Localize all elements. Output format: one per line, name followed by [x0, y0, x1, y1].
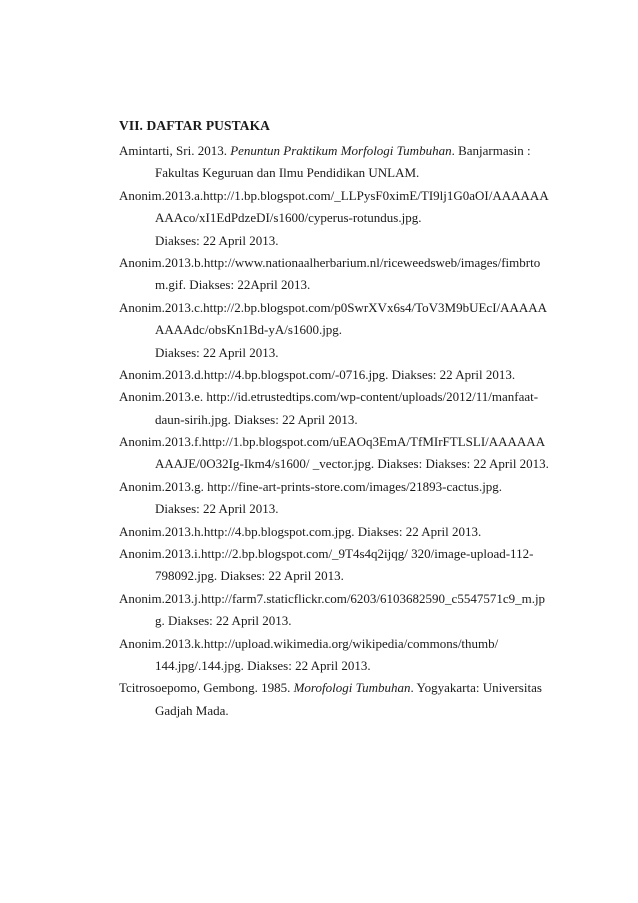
reference-first-line	[119, 521, 549, 543]
reference-entry	[119, 386, 549, 431]
reference-text: Fakultas Keguruan dan Ilmu Pendidikan UNLAM.	[155, 165, 420, 181]
reference-text: Anonim.2013.d.http://4.bp.blogspot.com/-0716.jpg. Diakses: 22 April 2013.	[119, 366, 516, 382]
reference-continuation-line	[119, 319, 549, 341]
reference-continuation-line	[119, 610, 549, 632]
reference-text: Anonim.2013.c.http://2.bp.blogspot.com/p0SwrXVx6s4/ToV3M9bUEcI/AAAAA	[119, 299, 548, 315]
reference-first-line	[119, 431, 549, 453]
reference-continuation-line	[119, 565, 549, 587]
reference-text: Anonim.2013.a.http://1.bp.blogspot.com/_LLPysF0ximE/TI9lj1G0aOI/AAAAAA	[119, 187, 549, 203]
reference-text: AAAco/xI1EdPdzeDI/s1600/cyperus-rotundus.jpg.	[155, 210, 422, 226]
reference-entry	[119, 252, 549, 297]
reference-first-line	[119, 677, 549, 699]
reference-entry	[119, 140, 549, 185]
reference-text: Gadjah Mada.	[155, 702, 229, 718]
reference-first-line	[119, 252, 549, 274]
reference-text: Anonim.2013.k.http://upload.wikimedia.org/wikipedia/commons/thumb/	[119, 635, 499, 651]
reference-text: Anonim.2013.i.http://2.bp.blogspot.com/_9T4s4q2ijqg/ 320/image-upload-112-	[119, 546, 534, 562]
reference-entry	[119, 521, 549, 543]
reference-continuation-line	[119, 498, 549, 520]
reference-entry	[119, 297, 549, 364]
reference-text: g. Diakses: 22 April 2013.	[155, 613, 292, 629]
reference-text: m.gif. Diakses: 22April 2013.	[155, 277, 311, 293]
reference-text: Diakses: 22 April 2013.	[155, 232, 279, 248]
reference-text: Diakses: 22 April 2013.	[155, 501, 279, 517]
reference-text: 798092.jpg. Diakses: 22 April 2013.	[155, 568, 344, 584]
reference-continuation-line	[119, 655, 549, 677]
reference-first-line	[119, 140, 549, 162]
reference-continuation-line	[119, 274, 549, 296]
reference-first-line	[119, 543, 549, 565]
section-heading: VII. DAFTAR PUSTAKA	[119, 118, 271, 133]
reference-first-line	[119, 633, 549, 655]
reference-text: . Banjarmasin :	[451, 143, 531, 158]
reference-entry	[119, 633, 549, 678]
reference-text: 144.jpg/.144.jpg. Diakses: 22 April 2013.	[155, 657, 371, 673]
reference-first-line	[119, 297, 549, 319]
reference-text: Anonim.2013.j.http://farm7.staticflickr.com/6203/6103682590_c5547571c9_m.jp	[119, 590, 546, 606]
reference-text: AAAAdc/obsKn1Bd-yA/s1600.jpg.	[155, 322, 343, 338]
reference-text: daun-sirih.jpg. Diakses: 22 April 2013.	[155, 411, 358, 427]
reference-continuation-line	[119, 230, 549, 252]
reference-text: AAAJE/0O32Ig-Ikm4/s1600/ _vector.jpg. Diakses: Diakses: 22 April 2013.	[155, 456, 549, 472]
reference-text: Diakses: 22 April 2013.	[155, 344, 279, 360]
reference-text: Anonim.2013.g. http://fine-art-prints-store.com/images/21893-cactus.jpg.	[119, 478, 503, 494]
reference-entry	[119, 588, 549, 633]
reference-title: Morofologi Tumbuhan	[293, 680, 411, 696]
reference-text: . Yogyakarta: Universitas	[410, 680, 542, 696]
reference-continuation-line	[119, 700, 549, 722]
reference-text: Anonim.2013.b.http://www.nationaalherbarium.nl/riceweedsweb/images/fimbrto	[119, 254, 541, 270]
reference-first-line	[119, 588, 549, 610]
reference-text: Anonim.2013.h.http://4.bp.blogspot.com.jpg. Diakses: 22 April 2013.	[119, 523, 482, 539]
reference-continuation-line	[119, 162, 549, 184]
reference-title: Penuntun Praktikum Morfologi Tumbuhan	[230, 143, 452, 158]
reference-entry	[119, 476, 549, 521]
reference-text: Amintarti, Sri. 2013.	[119, 143, 231, 158]
reference-continuation-line	[119, 342, 549, 364]
reference-first-line	[119, 364, 549, 386]
reference-first-line	[119, 185, 549, 207]
reference-continuation-line	[119, 207, 549, 229]
reference-text: Anonim.2013.e. http://id.etrustedtips.com/wp-content/uploads/2012/11/manfaat-	[119, 389, 539, 405]
reference-list	[119, 140, 549, 722]
reference-continuation-line	[119, 453, 549, 475]
reference-entry	[119, 364, 549, 386]
reference-entry	[119, 543, 549, 588]
reference-entry	[119, 431, 549, 476]
reference-continuation-line	[119, 409, 549, 431]
reference-entry	[119, 185, 549, 252]
reference-entry	[119, 677, 549, 722]
reference-text: Anonim.2013.f.http://1.bp.blogspot.com/uEAOq3EmA/TfMIrFTLSLI/AAAAAA	[119, 434, 546, 450]
reference-first-line	[119, 476, 549, 498]
reference-first-line	[119, 386, 549, 408]
reference-text: Tcitrosoepomo, Gembong. 1985.	[119, 680, 294, 696]
